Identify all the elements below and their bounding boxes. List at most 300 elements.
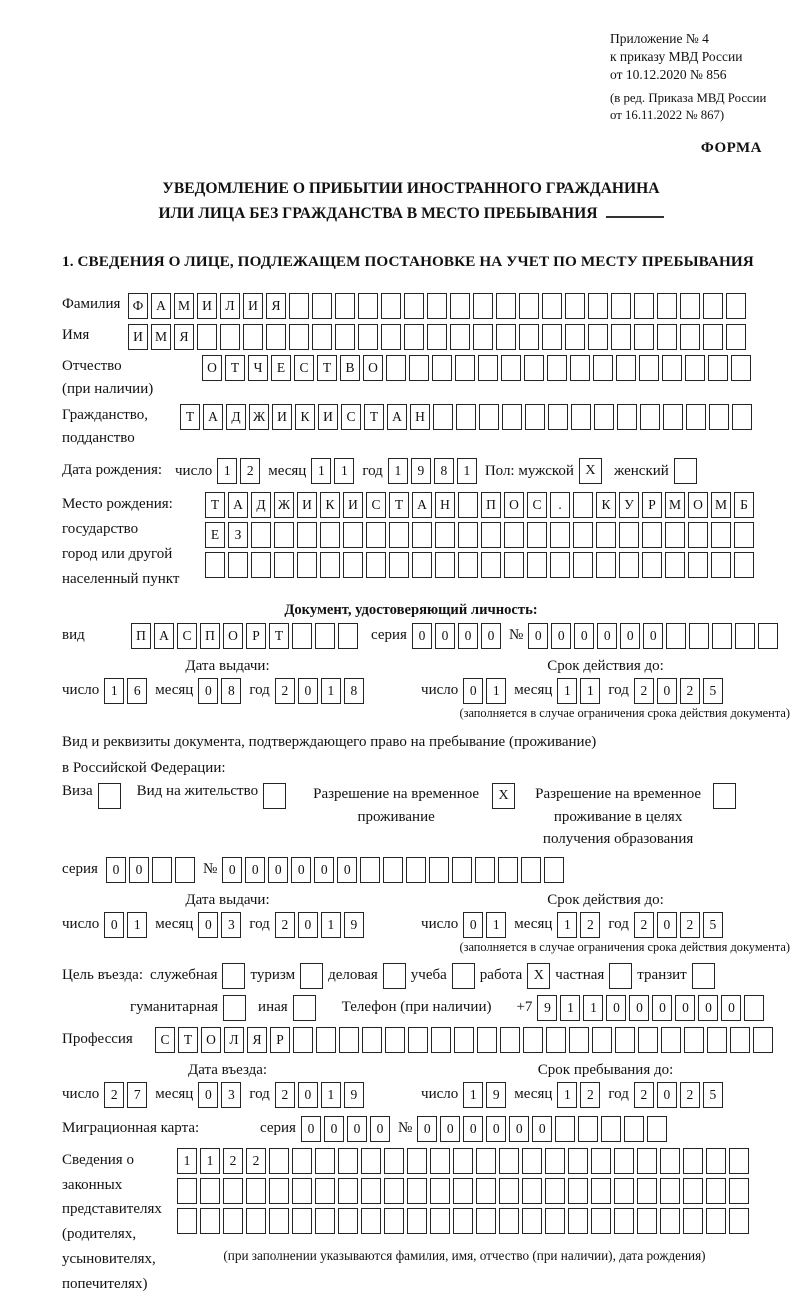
char-cell[interactable]: 0 bbox=[463, 1116, 483, 1142]
char-cell[interactable] bbox=[502, 404, 522, 430]
char-cell[interactable] bbox=[660, 1178, 680, 1204]
char-cell[interactable]: 1 bbox=[557, 1082, 577, 1108]
temp-residence-edu-checkbox[interactable] bbox=[713, 783, 736, 809]
char-cell[interactable] bbox=[729, 1178, 749, 1204]
char-cell[interactable] bbox=[338, 1178, 358, 1204]
char-cell[interactable] bbox=[266, 324, 286, 350]
char-cell[interactable] bbox=[455, 355, 475, 381]
char-cell[interactable] bbox=[615, 1027, 635, 1053]
char-cell[interactable]: М bbox=[151, 324, 171, 350]
char-cell[interactable] bbox=[384, 1208, 404, 1234]
char-cell[interactable] bbox=[389, 552, 409, 578]
char-cell[interactable]: 2 bbox=[580, 1082, 600, 1108]
char-cell[interactable] bbox=[338, 623, 358, 649]
char-cell[interactable] bbox=[200, 1208, 220, 1234]
purpose-humanitarian-checkbox[interactable] bbox=[223, 995, 246, 1021]
char-cell[interactable] bbox=[686, 404, 706, 430]
char-cell[interactable]: 2 bbox=[104, 1082, 124, 1108]
char-cell[interactable]: О bbox=[688, 492, 708, 518]
char-cell[interactable] bbox=[432, 355, 452, 381]
char-cell[interactable]: 1 bbox=[557, 678, 577, 704]
char-cell[interactable] bbox=[614, 1178, 634, 1204]
char-cell[interactable] bbox=[361, 1178, 381, 1204]
char-cell[interactable]: 2 bbox=[275, 912, 295, 938]
char-cell[interactable] bbox=[642, 522, 662, 548]
char-cell[interactable] bbox=[617, 404, 637, 430]
char-cell[interactable] bbox=[601, 1116, 621, 1142]
char-cell[interactable]: П bbox=[200, 623, 220, 649]
char-cell[interactable] bbox=[706, 1148, 726, 1174]
char-cell[interactable]: 0 bbox=[435, 623, 455, 649]
char-cell[interactable] bbox=[527, 522, 547, 548]
char-cell[interactable]: 0 bbox=[463, 912, 483, 938]
char-cell[interactable] bbox=[473, 324, 493, 350]
char-cell[interactable] bbox=[712, 623, 732, 649]
char-cell[interactable] bbox=[458, 552, 478, 578]
char-cell[interactable] bbox=[453, 1208, 473, 1234]
char-cell[interactable] bbox=[568, 1208, 588, 1234]
char-cell[interactable]: 2 bbox=[275, 1082, 295, 1108]
char-cell[interactable] bbox=[593, 355, 613, 381]
char-cell[interactable] bbox=[412, 522, 432, 548]
char-cell[interactable] bbox=[473, 293, 493, 319]
char-cell[interactable] bbox=[703, 324, 723, 350]
char-cell[interactable] bbox=[619, 522, 639, 548]
char-cell[interactable] bbox=[569, 1027, 589, 1053]
char-cell[interactable] bbox=[430, 1148, 450, 1174]
char-cell[interactable]: 9 bbox=[344, 1082, 364, 1108]
char-cell[interactable]: У bbox=[619, 492, 639, 518]
char-cell[interactable]: 0 bbox=[528, 623, 548, 649]
visa-checkbox[interactable] bbox=[98, 783, 121, 809]
char-cell[interactable]: Ф bbox=[128, 293, 148, 319]
char-cell[interactable]: Р bbox=[642, 492, 662, 518]
char-cell[interactable]: 1 bbox=[486, 678, 506, 704]
purpose-official-checkbox[interactable] bbox=[222, 963, 245, 989]
char-cell[interactable] bbox=[596, 552, 616, 578]
char-cell[interactable] bbox=[205, 552, 225, 578]
char-cell[interactable]: А bbox=[387, 404, 407, 430]
char-cell[interactable]: О bbox=[363, 355, 383, 381]
char-cell[interactable]: 0 bbox=[301, 1116, 321, 1142]
char-cell[interactable] bbox=[481, 522, 501, 548]
char-cell[interactable]: 0 bbox=[551, 623, 571, 649]
char-cell[interactable] bbox=[683, 1208, 703, 1234]
char-cell[interactable]: 1 bbox=[104, 678, 124, 704]
char-cell[interactable] bbox=[688, 552, 708, 578]
char-cell[interactable]: Т bbox=[317, 355, 337, 381]
char-cell[interactable] bbox=[384, 1178, 404, 1204]
char-cell[interactable] bbox=[611, 293, 631, 319]
char-cell[interactable]: 8 bbox=[434, 458, 454, 484]
char-cell[interactable]: С bbox=[294, 355, 314, 381]
char-cell[interactable]: 1 bbox=[557, 912, 577, 938]
char-cell[interactable]: 0 bbox=[412, 623, 432, 649]
char-cell[interactable] bbox=[685, 355, 705, 381]
char-cell[interactable]: 0 bbox=[629, 995, 649, 1021]
char-cell[interactable]: 5 bbox=[703, 912, 723, 938]
char-cell[interactable] bbox=[360, 857, 380, 883]
char-cell[interactable]: С bbox=[177, 623, 197, 649]
char-cell[interactable]: А bbox=[412, 492, 432, 518]
char-cell[interactable]: С bbox=[155, 1027, 175, 1053]
char-cell[interactable]: 1 bbox=[127, 912, 147, 938]
char-cell[interactable] bbox=[407, 1148, 427, 1174]
char-cell[interactable]: Е bbox=[205, 522, 225, 548]
char-cell[interactable] bbox=[358, 293, 378, 319]
char-cell[interactable]: 5 bbox=[703, 1082, 723, 1108]
char-cell[interactable]: 2 bbox=[634, 678, 654, 704]
char-cell[interactable] bbox=[504, 522, 524, 548]
char-cell[interactable] bbox=[594, 404, 614, 430]
char-cell[interactable] bbox=[688, 522, 708, 548]
char-cell[interactable] bbox=[435, 522, 455, 548]
char-cell[interactable] bbox=[343, 522, 363, 548]
char-cell[interactable] bbox=[571, 404, 591, 430]
char-cell[interactable]: Ч bbox=[248, 355, 268, 381]
char-cell[interactable] bbox=[175, 857, 195, 883]
char-cell[interactable]: 0 bbox=[106, 857, 126, 883]
char-cell[interactable] bbox=[657, 324, 677, 350]
char-cell[interactable]: 1 bbox=[177, 1148, 197, 1174]
char-cell[interactable] bbox=[200, 1178, 220, 1204]
char-cell[interactable] bbox=[246, 1178, 266, 1204]
char-cell[interactable] bbox=[499, 1148, 519, 1174]
char-cell[interactable]: Д bbox=[251, 492, 271, 518]
char-cell[interactable] bbox=[228, 552, 248, 578]
char-cell[interactable]: 8 bbox=[221, 678, 241, 704]
char-cell[interactable]: О bbox=[504, 492, 524, 518]
char-cell[interactable] bbox=[550, 552, 570, 578]
char-cell[interactable] bbox=[251, 522, 271, 548]
char-cell[interactable] bbox=[251, 552, 271, 578]
char-cell[interactable]: 2 bbox=[634, 1082, 654, 1108]
char-cell[interactable] bbox=[683, 1178, 703, 1204]
char-cell[interactable] bbox=[289, 324, 309, 350]
char-cell[interactable] bbox=[639, 355, 659, 381]
char-cell[interactable]: 0 bbox=[657, 678, 677, 704]
char-cell[interactable] bbox=[315, 1148, 335, 1174]
char-cell[interactable] bbox=[666, 623, 686, 649]
char-cell[interactable]: Т bbox=[389, 492, 409, 518]
char-cell[interactable] bbox=[476, 1208, 496, 1234]
char-cell[interactable]: 0 bbox=[440, 1116, 460, 1142]
char-cell[interactable] bbox=[312, 324, 332, 350]
char-cell[interactable] bbox=[496, 324, 516, 350]
char-cell[interactable]: К bbox=[295, 404, 315, 430]
purpose-other-checkbox[interactable] bbox=[293, 995, 316, 1021]
char-cell[interactable] bbox=[711, 552, 731, 578]
char-cell[interactable]: 0 bbox=[298, 678, 318, 704]
char-cell[interactable]: Т bbox=[205, 492, 225, 518]
char-cell[interactable] bbox=[316, 1027, 336, 1053]
char-cell[interactable]: 1 bbox=[321, 678, 341, 704]
char-cell[interactable] bbox=[358, 324, 378, 350]
char-cell[interactable]: П bbox=[481, 492, 501, 518]
char-cell[interactable] bbox=[450, 293, 470, 319]
char-cell[interactable] bbox=[547, 355, 567, 381]
char-cell[interactable] bbox=[634, 293, 654, 319]
char-cell[interactable]: 2 bbox=[680, 1082, 700, 1108]
char-cell[interactable]: 0 bbox=[104, 912, 124, 938]
char-cell[interactable] bbox=[223, 1208, 243, 1234]
char-cell[interactable] bbox=[591, 1208, 611, 1234]
char-cell[interactable]: 0 bbox=[245, 857, 265, 883]
char-cell[interactable]: И bbox=[128, 324, 148, 350]
char-cell[interactable]: 0 bbox=[486, 1116, 506, 1142]
char-cell[interactable] bbox=[429, 857, 449, 883]
char-cell[interactable]: З bbox=[228, 522, 248, 548]
char-cell[interactable] bbox=[753, 1027, 773, 1053]
sex-male-checkbox[interactable]: X bbox=[579, 458, 602, 484]
char-cell[interactable]: К bbox=[596, 492, 616, 518]
char-cell[interactable] bbox=[458, 492, 478, 518]
char-cell[interactable]: 9 bbox=[537, 995, 557, 1021]
char-cell[interactable]: 0 bbox=[652, 995, 672, 1021]
char-cell[interactable]: 0 bbox=[198, 1082, 218, 1108]
char-cell[interactable] bbox=[521, 857, 541, 883]
char-cell[interactable] bbox=[542, 293, 562, 319]
char-cell[interactable] bbox=[568, 1178, 588, 1204]
char-cell[interactable] bbox=[477, 1027, 497, 1053]
residence-permit-checkbox[interactable] bbox=[263, 783, 286, 809]
char-cell[interactable] bbox=[177, 1178, 197, 1204]
char-cell[interactable]: . bbox=[550, 492, 570, 518]
char-cell[interactable] bbox=[454, 1027, 474, 1053]
char-cell[interactable] bbox=[312, 293, 332, 319]
char-cell[interactable]: Е bbox=[271, 355, 291, 381]
char-cell[interactable] bbox=[660, 1148, 680, 1174]
char-cell[interactable]: 1 bbox=[463, 1082, 483, 1108]
char-cell[interactable]: А bbox=[151, 293, 171, 319]
char-cell[interactable]: 7 bbox=[127, 1082, 147, 1108]
char-cell[interactable]: 2 bbox=[275, 678, 295, 704]
char-cell[interactable]: 0 bbox=[657, 912, 677, 938]
char-cell[interactable] bbox=[624, 1116, 644, 1142]
char-cell[interactable] bbox=[385, 1027, 405, 1053]
char-cell[interactable] bbox=[525, 404, 545, 430]
char-cell[interactable] bbox=[660, 1208, 680, 1234]
char-cell[interactable] bbox=[427, 324, 447, 350]
char-cell[interactable]: 0 bbox=[370, 1116, 390, 1142]
char-cell[interactable]: С bbox=[341, 404, 361, 430]
char-cell[interactable] bbox=[732, 404, 752, 430]
char-cell[interactable]: 0 bbox=[417, 1116, 437, 1142]
char-cell[interactable] bbox=[637, 1178, 657, 1204]
char-cell[interactable] bbox=[430, 1178, 450, 1204]
char-cell[interactable]: Т bbox=[364, 404, 384, 430]
char-cell[interactable]: 0 bbox=[721, 995, 741, 1021]
char-cell[interactable] bbox=[614, 1208, 634, 1234]
char-cell[interactable]: О bbox=[201, 1027, 221, 1053]
char-cell[interactable]: 0 bbox=[337, 857, 357, 883]
char-cell[interactable]: 0 bbox=[298, 912, 318, 938]
purpose-business-checkbox[interactable] bbox=[383, 963, 406, 989]
char-cell[interactable]: Л bbox=[220, 293, 240, 319]
char-cell[interactable]: И bbox=[318, 404, 338, 430]
char-cell[interactable] bbox=[684, 1027, 704, 1053]
char-cell[interactable]: 1 bbox=[580, 678, 600, 704]
char-cell[interactable] bbox=[404, 293, 424, 319]
char-cell[interactable]: В bbox=[340, 355, 360, 381]
char-cell[interactable] bbox=[568, 1148, 588, 1174]
char-cell[interactable] bbox=[616, 355, 636, 381]
char-cell[interactable] bbox=[758, 623, 778, 649]
char-cell[interactable] bbox=[592, 1027, 612, 1053]
char-cell[interactable] bbox=[578, 1116, 598, 1142]
char-cell[interactable]: И bbox=[243, 293, 263, 319]
char-cell[interactable]: А bbox=[228, 492, 248, 518]
char-cell[interactable]: 2 bbox=[246, 1148, 266, 1174]
char-cell[interactable]: Т bbox=[269, 623, 289, 649]
char-cell[interactable] bbox=[614, 1148, 634, 1174]
char-cell[interactable] bbox=[548, 404, 568, 430]
char-cell[interactable] bbox=[501, 355, 521, 381]
char-cell[interactable]: Д bbox=[226, 404, 246, 430]
char-cell[interactable] bbox=[292, 1148, 312, 1174]
char-cell[interactable]: 2 bbox=[680, 912, 700, 938]
char-cell[interactable] bbox=[588, 324, 608, 350]
char-cell[interactable] bbox=[452, 857, 472, 883]
char-cell[interactable]: Р bbox=[246, 623, 266, 649]
char-cell[interactable]: 0 bbox=[532, 1116, 552, 1142]
char-cell[interactable] bbox=[274, 522, 294, 548]
char-cell[interactable] bbox=[361, 1208, 381, 1234]
char-cell[interactable]: 2 bbox=[240, 458, 260, 484]
char-cell[interactable] bbox=[729, 1208, 749, 1234]
char-cell[interactable]: 0 bbox=[347, 1116, 367, 1142]
char-cell[interactable]: М bbox=[174, 293, 194, 319]
char-cell[interactable]: 1 bbox=[560, 995, 580, 1021]
char-cell[interactable] bbox=[412, 552, 432, 578]
char-cell[interactable] bbox=[386, 355, 406, 381]
char-cell[interactable]: 0 bbox=[458, 623, 478, 649]
char-cell[interactable]: 3 bbox=[221, 912, 241, 938]
char-cell[interactable]: Р bbox=[270, 1027, 290, 1053]
char-cell[interactable]: 6 bbox=[127, 678, 147, 704]
char-cell[interactable]: М bbox=[711, 492, 731, 518]
char-cell[interactable]: 0 bbox=[129, 857, 149, 883]
char-cell[interactable] bbox=[297, 522, 317, 548]
char-cell[interactable]: 2 bbox=[223, 1148, 243, 1174]
char-cell[interactable]: А bbox=[203, 404, 223, 430]
char-cell[interactable] bbox=[338, 1148, 358, 1174]
char-cell[interactable]: 9 bbox=[344, 912, 364, 938]
char-cell[interactable]: 0 bbox=[597, 623, 617, 649]
char-cell[interactable] bbox=[404, 324, 424, 350]
purpose-private-checkbox[interactable] bbox=[609, 963, 632, 989]
char-cell[interactable] bbox=[573, 552, 593, 578]
char-cell[interactable] bbox=[320, 522, 340, 548]
char-cell[interactable]: 9 bbox=[486, 1082, 506, 1108]
char-cell[interactable] bbox=[706, 1208, 726, 1234]
char-cell[interactable]: 0 bbox=[463, 678, 483, 704]
purpose-tourism-checkbox[interactable] bbox=[300, 963, 323, 989]
char-cell[interactable] bbox=[406, 857, 426, 883]
char-cell[interactable]: 0 bbox=[268, 857, 288, 883]
char-cell[interactable] bbox=[637, 1208, 657, 1234]
char-cell[interactable] bbox=[223, 1178, 243, 1204]
char-cell[interactable] bbox=[573, 522, 593, 548]
char-cell[interactable]: 0 bbox=[509, 1116, 529, 1142]
char-cell[interactable] bbox=[293, 1027, 313, 1053]
char-cell[interactable] bbox=[499, 1208, 519, 1234]
char-cell[interactable] bbox=[588, 293, 608, 319]
char-cell[interactable]: 1 bbox=[334, 458, 354, 484]
char-cell[interactable] bbox=[711, 522, 731, 548]
char-cell[interactable] bbox=[315, 623, 335, 649]
char-cell[interactable]: Т bbox=[225, 355, 245, 381]
char-cell[interactable] bbox=[338, 1208, 358, 1234]
char-cell[interactable]: Б bbox=[734, 492, 754, 518]
purpose-study-checkbox[interactable] bbox=[452, 963, 475, 989]
char-cell[interactable] bbox=[292, 1208, 312, 1234]
char-cell[interactable] bbox=[726, 324, 746, 350]
char-cell[interactable] bbox=[383, 857, 403, 883]
char-cell[interactable] bbox=[591, 1178, 611, 1204]
char-cell[interactable]: 0 bbox=[198, 912, 218, 938]
char-cell[interactable] bbox=[269, 1178, 289, 1204]
char-cell[interactable]: 0 bbox=[657, 1082, 677, 1108]
char-cell[interactable]: П bbox=[131, 623, 151, 649]
char-cell[interactable] bbox=[709, 404, 729, 430]
char-cell[interactable] bbox=[339, 1027, 359, 1053]
char-cell[interactable]: 1 bbox=[486, 912, 506, 938]
char-cell[interactable] bbox=[366, 552, 386, 578]
char-cell[interactable] bbox=[519, 293, 539, 319]
char-cell[interactable]: 0 bbox=[314, 857, 334, 883]
char-cell[interactable]: И bbox=[297, 492, 317, 518]
char-cell[interactable]: 0 bbox=[698, 995, 718, 1021]
char-cell[interactable] bbox=[661, 1027, 681, 1053]
char-cell[interactable]: 9 bbox=[411, 458, 431, 484]
char-cell[interactable] bbox=[545, 1148, 565, 1174]
char-cell[interactable]: М bbox=[665, 492, 685, 518]
char-cell[interactable] bbox=[611, 324, 631, 350]
char-cell[interactable] bbox=[504, 552, 524, 578]
char-cell[interactable] bbox=[476, 1178, 496, 1204]
char-cell[interactable] bbox=[381, 293, 401, 319]
char-cell[interactable]: Я bbox=[247, 1027, 267, 1053]
char-cell[interactable]: Н bbox=[410, 404, 430, 430]
purpose-work-checkbox[interactable]: X bbox=[527, 963, 550, 989]
char-cell[interactable]: 1 bbox=[583, 995, 603, 1021]
char-cell[interactable] bbox=[731, 355, 751, 381]
char-cell[interactable]: 0 bbox=[298, 1082, 318, 1108]
char-cell[interactable]: 1 bbox=[321, 1082, 341, 1108]
char-cell[interactable] bbox=[389, 522, 409, 548]
char-cell[interactable] bbox=[522, 1178, 542, 1204]
char-cell[interactable]: 2 bbox=[634, 912, 654, 938]
char-cell[interactable]: 0 bbox=[222, 857, 242, 883]
char-cell[interactable] bbox=[565, 324, 585, 350]
char-cell[interactable] bbox=[689, 623, 709, 649]
char-cell[interactable]: К bbox=[320, 492, 340, 518]
char-cell[interactable] bbox=[545, 1178, 565, 1204]
char-cell[interactable] bbox=[619, 552, 639, 578]
char-cell[interactable] bbox=[734, 552, 754, 578]
purpose-transit-checkbox[interactable] bbox=[692, 963, 715, 989]
char-cell[interactable]: О bbox=[223, 623, 243, 649]
char-cell[interactable] bbox=[734, 522, 754, 548]
char-cell[interactable] bbox=[431, 1027, 451, 1053]
char-cell[interactable] bbox=[152, 857, 172, 883]
char-cell[interactable] bbox=[274, 552, 294, 578]
char-cell[interactable] bbox=[315, 1178, 335, 1204]
char-cell[interactable] bbox=[546, 1027, 566, 1053]
char-cell[interactable] bbox=[662, 355, 682, 381]
char-cell[interactable]: Ж bbox=[274, 492, 294, 518]
